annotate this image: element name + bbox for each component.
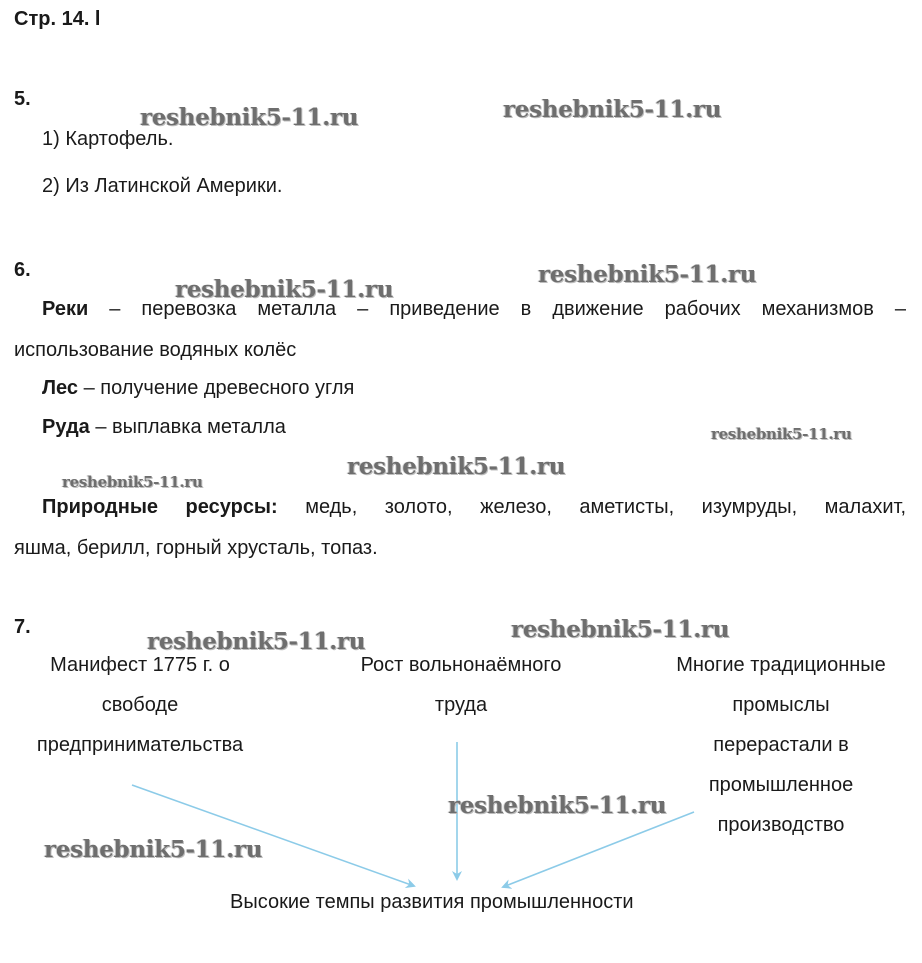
task-6-resources-line-2: яшма, берилл, горный хрусталь, топаз. [14,537,378,559]
cause-right-line-4: промышленное [708,774,854,796]
watermark: reshebnik5-11.ru [62,473,203,491]
task-7-number: 7. [14,616,31,638]
task-5-answer-2: 2) Из Латинской Америки. [42,175,283,197]
task-5-number: 5. [14,88,31,110]
watermark: reshebnik5-11.ru [140,104,359,131]
cause-right-line-5: производство [717,814,845,836]
page-title: Стр. 14. l [14,8,101,30]
watermark: reshebnik5-11.ru [711,425,852,443]
cause-left-line-3: предпринимательства [36,734,244,756]
watermark: reshebnik5-11.ru [175,276,394,303]
watermark: reshebnik5-11.ru [511,616,730,643]
arrow-right-to-result [503,812,694,887]
task-6-resources-term: Природные ресурсы: [42,496,278,518]
cause-right-line-2: промыслы [732,694,830,716]
task-6-number: 6. [14,259,31,281]
task-6-ore-text: – выплавка металла [89,416,286,438]
task-5-answer-1: 1) Картофель. [42,128,174,150]
watermark: reshebnik5-11.ru [44,836,263,863]
cause-right-line-3: перерастали в [713,734,849,756]
task-6-forest-text: – получение древесного угля [78,377,355,399]
watermark: reshebnik5-11.ru [538,261,757,288]
watermark: reshebnik5-11.ru [347,453,566,480]
task-6-ore-term: Руда [42,416,90,438]
task-6-forest-term: Лес [42,377,79,399]
task-6-rivers-text: – перевозка металла – приведение в движение рабочих механизмов – [88,298,906,320]
watermark: reshebnik5-11.ru [448,792,667,819]
cause-left-line-1: Манифест 1775 г. о [50,654,230,676]
cause-left-line-2: свободе [101,694,179,716]
cause-center-line-2: труда [434,694,488,716]
task-6-resources-text: медь, золото, железо, аметисты, изумруды, малахит, [277,496,906,518]
result-box: Высокие темпы развития промышленности [230,891,634,913]
task-6-rivers-line-2: использование водяных колёс [14,339,297,361]
watermark: reshebnik5-11.ru [503,96,722,123]
task-6-rivers-term: Реки [42,298,89,320]
cause-center-line-1: Рост вольнонаёмного [360,654,562,676]
cause-right-line-1: Многие традиционные [676,654,886,676]
watermark: reshebnik5-11.ru [147,628,366,655]
